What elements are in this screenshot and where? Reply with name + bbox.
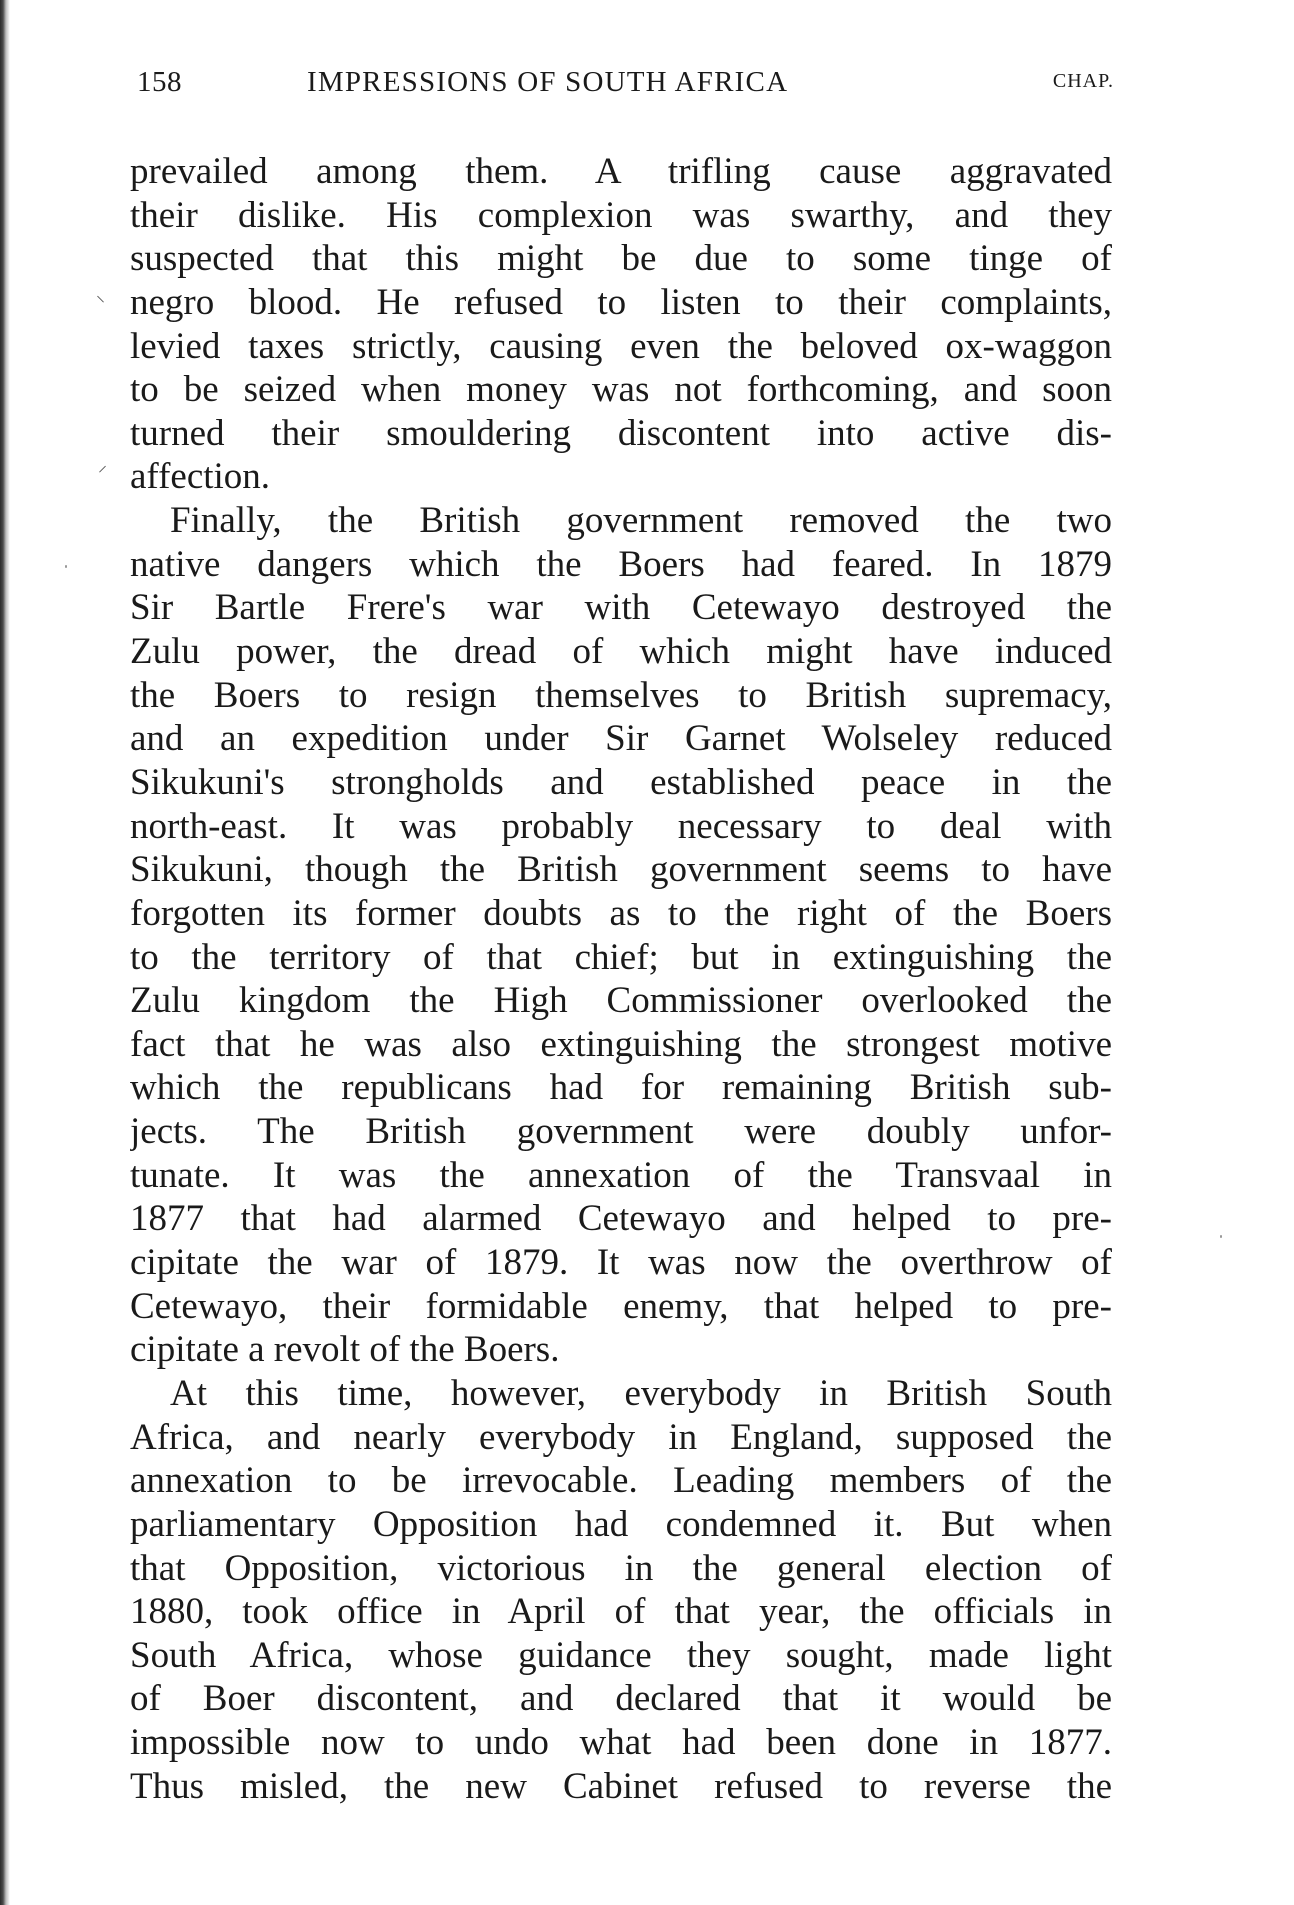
text-line: Sir Bartle Frere's war with Cetewayo destroyed the xyxy=(130,587,1112,629)
text-line: Cetewayo, their formidable enemy, that helped to pre- xyxy=(130,1285,1112,1327)
text-line: jects. The British government were doubly unfor- xyxy=(130,1111,1112,1153)
text-line: to the territory of that chief; but in extinguishing the xyxy=(130,936,1112,978)
margin-pencil-mark: ⸜ xyxy=(96,285,105,306)
text-line: their dislike. His complexion was swarthy, and they xyxy=(130,194,1112,236)
text-line: Africa, and nearly everybody in England, supposed the xyxy=(130,1416,1112,1458)
text-line: Finally, the British government removed the two xyxy=(170,500,1112,542)
text-line: prevailed among them. A trifling cause aggravated xyxy=(130,151,1112,192)
body-text xyxy=(130,150,1112,1808)
text-line: forgotten its former doubts as to the right of the Boers xyxy=(130,892,1112,934)
paper-speck xyxy=(1220,1235,1222,1238)
text-line: north-east. It was probably necessary to deal with xyxy=(130,805,1112,847)
text-line: and an expedition under Sir Garnet Wolseley reduced xyxy=(130,718,1112,760)
text-line: turned their smouldering discontent into active dis- xyxy=(130,412,1112,454)
text-line: affection. xyxy=(130,456,271,498)
text-line: At this time, however, everybody in British South xyxy=(170,1372,1112,1414)
text-line: 1880, took office in April of that year, the officials in xyxy=(130,1591,1112,1633)
running-header xyxy=(137,66,1114,116)
text-line: of Boer discontent, and declared that it would be xyxy=(130,1678,1112,1720)
text-line: Sikukuni, though the British government seems to have xyxy=(130,849,1112,891)
text-line: South Africa, whose guidance they sought, made light xyxy=(130,1634,1112,1676)
text-line: cipitate a revolt of the Boers. xyxy=(130,1329,560,1371)
text-line: parliamentary Opposition had condemned it. But when xyxy=(130,1503,1112,1545)
text-line: levied taxes strictly, causing even the beloved ox-waggon xyxy=(130,325,1112,367)
text-line: Zulu power, the dread of which might have induced xyxy=(130,631,1112,673)
text-line: impossible now to undo what had been done in 1877. xyxy=(130,1722,1112,1764)
text-line: fact that he was also extinguishing the strongest motive xyxy=(130,1023,1112,1065)
page-number: 158 xyxy=(137,66,182,98)
text-line: cipitate the war of 1879. It was now the overthrow of xyxy=(130,1242,1112,1284)
text-line: suspected that this might be due to some tinge of xyxy=(130,238,1112,280)
margin-pencil-mark: ⸝ xyxy=(98,455,107,476)
running-title: IMPRESSIONS OF SOUTH AFRICA xyxy=(307,66,789,98)
text-line: negro blood. He refused to listen to their complaints, xyxy=(130,281,1112,323)
text-line: Thus misled, the new Cabinet refused to reverse the xyxy=(130,1765,1112,1807)
text-line: 1877 that had alarmed Cetewayo and helped to pre- xyxy=(130,1198,1112,1240)
text-line: Zulu kingdom the High Commissioner overlooked the xyxy=(130,980,1112,1022)
text-line: annexation to be irrevocable. Leading members of the xyxy=(130,1460,1112,1502)
text-line: tunate. It was the annexation of the Transvaal in xyxy=(130,1154,1112,1196)
text-line: Sikukuni's strongholds and established peace in the xyxy=(130,761,1112,803)
text-line: the Boers to resign themselves to British supremacy, xyxy=(130,674,1112,716)
text-line: that Opposition, victorious in the general election of xyxy=(130,1547,1112,1589)
chapter-abbreviation: CHAP. xyxy=(1052,70,1114,92)
paper-speck xyxy=(65,565,67,568)
text-line: which the republicans had for remaining British sub- xyxy=(130,1067,1112,1109)
text-line: native dangers which the Boers had feared. In 1879 xyxy=(130,543,1112,585)
text-line: to be seized when money was not forthcoming, and soon xyxy=(130,369,1112,411)
page-binding-edge xyxy=(0,0,10,1905)
